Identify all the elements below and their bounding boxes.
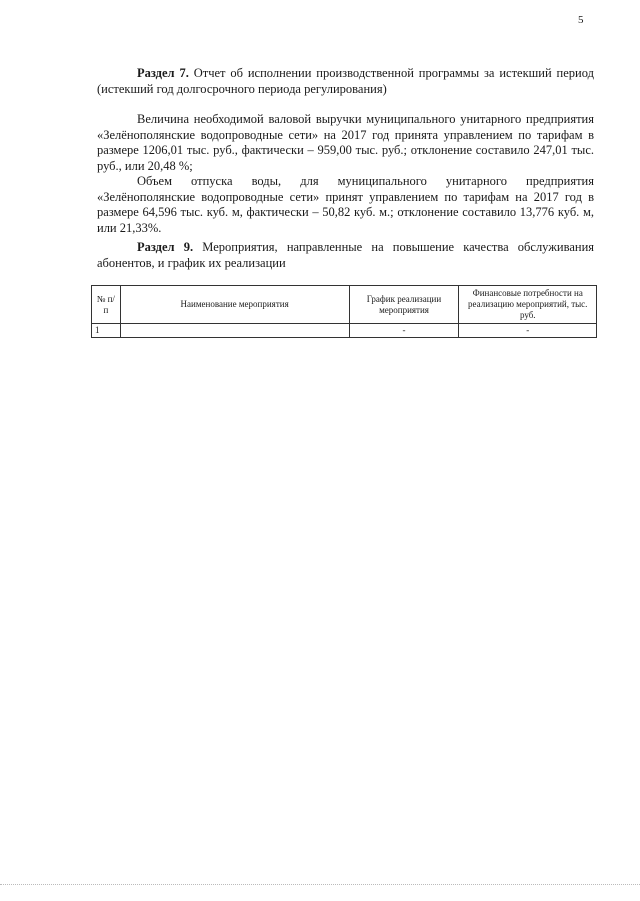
- cell-financial-needs: -: [459, 324, 597, 338]
- water-volume-paragraph: Объем отпуска воды, для муниципального унитарного предприятия «Зелёнополянские водопроводные сети» принят управлением по тарифам на 2017 год в размере 64,596 тыс. куб. м, фактически – 50,82 куб. м.; отклонение составило 13,776 куб. м, или 21,33%.: [97, 174, 594, 235]
- section-7-title: Отчет об исполнении производственной программы за истекший период (истекший год долгосрочного периода регулирования): [97, 66, 594, 96]
- header-number: № п/п: [92, 286, 121, 324]
- section-9-title: Мероприятия, направленные на повышение качества обслуживания абонентов, и график их реализации: [97, 240, 595, 270]
- section-9-label: Раздел 9.: [137, 240, 194, 254]
- header-measure-name: Наименование мероприятия: [120, 286, 349, 324]
- table-header-row: [92, 286, 597, 324]
- cell-number: 1: [92, 324, 121, 338]
- section-7-label: Раздел 7.: [137, 66, 189, 80]
- section-9-heading: [97, 240, 594, 271]
- table-row: [92, 324, 597, 338]
- header-schedule: График реализации мероприятия: [349, 286, 459, 324]
- cell-measure-name: [120, 324, 349, 338]
- section-7-body: [97, 112, 594, 236]
- measures-table: [91, 285, 597, 338]
- scan-edge-line: [0, 884, 640, 885]
- revenue-paragraph: Величина необходимой валовой выручки муниципального унитарного предприятия «Зелёнополянские водопроводные сети» на 2017 год принята управлением по тарифам в размере 1206,01 тыс. руб., фактически – 959,00 тыс. руб.; отклонение составило 247,01 тыс. руб., или 20,48 %;: [97, 112, 594, 173]
- cell-schedule: -: [349, 324, 459, 338]
- section-7-heading: [97, 66, 594, 97]
- page-number: 5: [578, 14, 584, 26]
- header-financial-needs: Финансовые потребности на реализацию мероприятий, тыс. руб.: [459, 286, 597, 324]
